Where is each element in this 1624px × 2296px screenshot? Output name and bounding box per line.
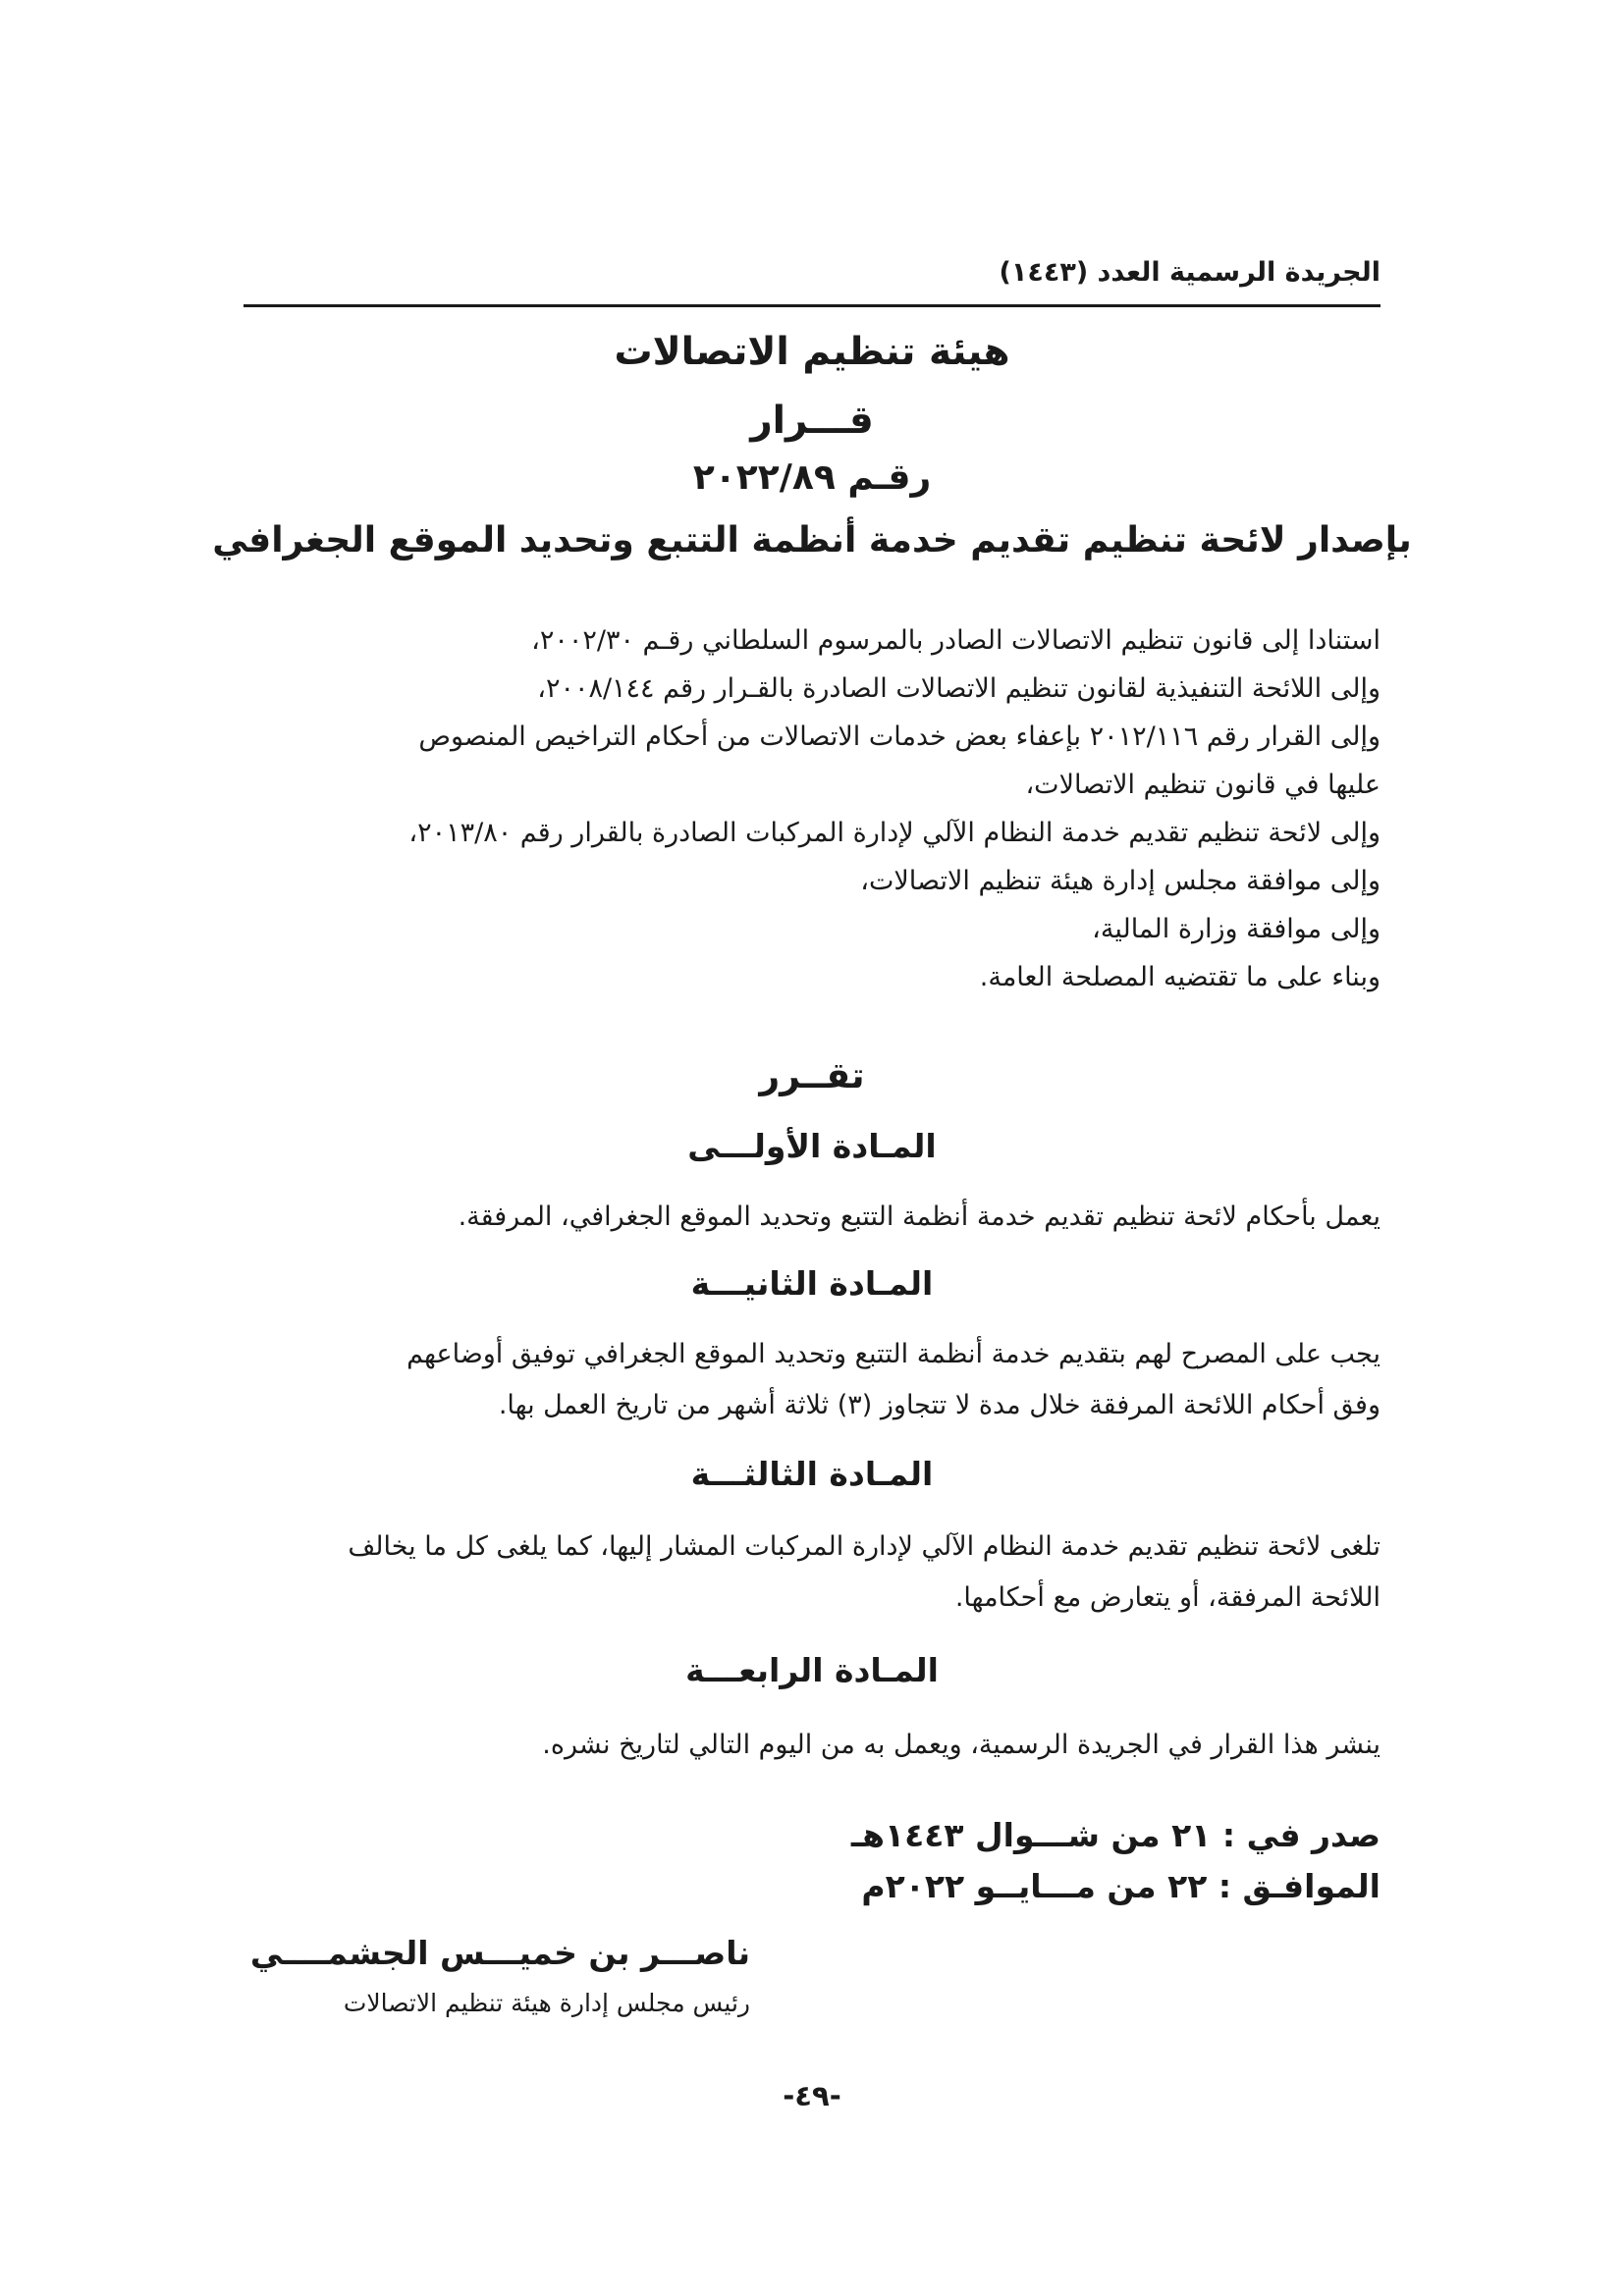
decides-heading: تقــرر [759, 1056, 865, 1096]
document-type-heading: قـــرار [750, 399, 874, 443]
article-line: يجب على المصرح لهم بتقديم خدمة أنظمة التتبع وتحديد الموقع الجغرافي توفيق أوضاعهم [406, 1339, 1380, 1369]
issue-date-block [851, 1810, 1380, 1912]
preamble-line: وإلى اللائحة التنفيذية لقانون تنظيم الاتصالات الصادرة بالقـرار رقم ٢٠٠٨/١٤٤، [537, 673, 1380, 704]
issuing-authority: هيئة تنظيم الاتصالات [614, 330, 1010, 374]
article-1-heading: المـادة الأولـــى [687, 1127, 937, 1165]
gazette-issue-title: الجريدة الرسمية العدد (١٤٤٣) [999, 257, 1380, 288]
preamble-line: عليها في قانون تنظيم الاتصالات، [1025, 770, 1380, 800]
preamble-line: وإلى لائحة تنظيم تقديم خدمة النظام الآلي لإدارة المركبات الصادرة بالقرار رقم ٢٠١٣/٨٠، [408, 818, 1380, 848]
article-3-heading: المـادة الثالثـــة [690, 1455, 934, 1493]
article-2-body [232, 1329, 1380, 1431]
decision-number: رقـم ٢٠٢٢/٨٩ [692, 457, 932, 498]
running-header [244, 257, 1380, 296]
signatory-name: ناصـــر بن خميـــس الجشمــــي [249, 1934, 750, 1972]
preamble-line: استنادا إلى قانون تنظيم الاتصالات الصادر بالمرسوم السلطاني رقـم ٢٠٠٢/٣٠، [531, 625, 1380, 656]
article-4-heading: المـادة الرابعـــة [685, 1651, 939, 1689]
header-divider [244, 304, 1380, 307]
preamble [232, 616, 1380, 1001]
article-line: ينشر هذا القرار في الجريدة الرسمية، ويعمل به من اليوم التالي لتاريخ نشره. [542, 1730, 1380, 1760]
article-4-body [232, 1720, 1380, 1771]
article-line: وفق أحكام اللائحة المرفقة خلال مدة لا تتجاوز (٣) ثلاثة أشهر من تاريخ العمل بها. [498, 1390, 1380, 1420]
preamble-line: وإلى موافقة مجلس إدارة هيئة تنظيم الاتصالات، [860, 866, 1380, 896]
hijri-date: صدر في : ٢١ من شـــوال ١٤٤٣هـ [850, 1816, 1380, 1854]
article-line: تلغى لائحة تنظيم تقديم خدمة النظام الآلي لإدارة المركبات المشار إليها، كما يلغى كل ما يخالف [348, 1531, 1380, 1562]
article-line: اللائحة المرفقة، أو يتعارض مع أحكامها. [954, 1582, 1380, 1613]
article-1-body [232, 1192, 1380, 1243]
article-2-heading: المـادة الثانيـــة [690, 1264, 934, 1303]
preamble-line: وبناء على ما تقتضيه المصلحة العامة. [979, 962, 1380, 992]
page-number: -٤٩- [783, 2079, 841, 2112]
article-3-body [232, 1522, 1380, 1624]
decision-subject: بإصدار لائحة تنظيم تقديم خدمة أنظمة التتبع وتحديد الموقع الجغرافي [212, 520, 1412, 561]
gregorian-date: الموافـق : ٢٢ من مـــايــو ٢٠٢٢م [861, 1867, 1380, 1905]
preamble-line: وإلى القرار رقم ٢٠١٢/١١٦ بإعفاء بعض خدمات الاتصالات من أحكام التراخيص المنصوص [418, 721, 1380, 752]
preamble-line: وإلى موافقة وزارة المالية، [1092, 914, 1380, 944]
article-line: يعمل بأحكام لائحة تنظيم تقديم خدمة أنظمة التتبع وتحديد الموقع الجغرافي، المرفقة. [458, 1201, 1380, 1232]
signatory-title: رئيس مجلس إدارة هيئة تنظيم الاتصالات [343, 1989, 750, 2017]
